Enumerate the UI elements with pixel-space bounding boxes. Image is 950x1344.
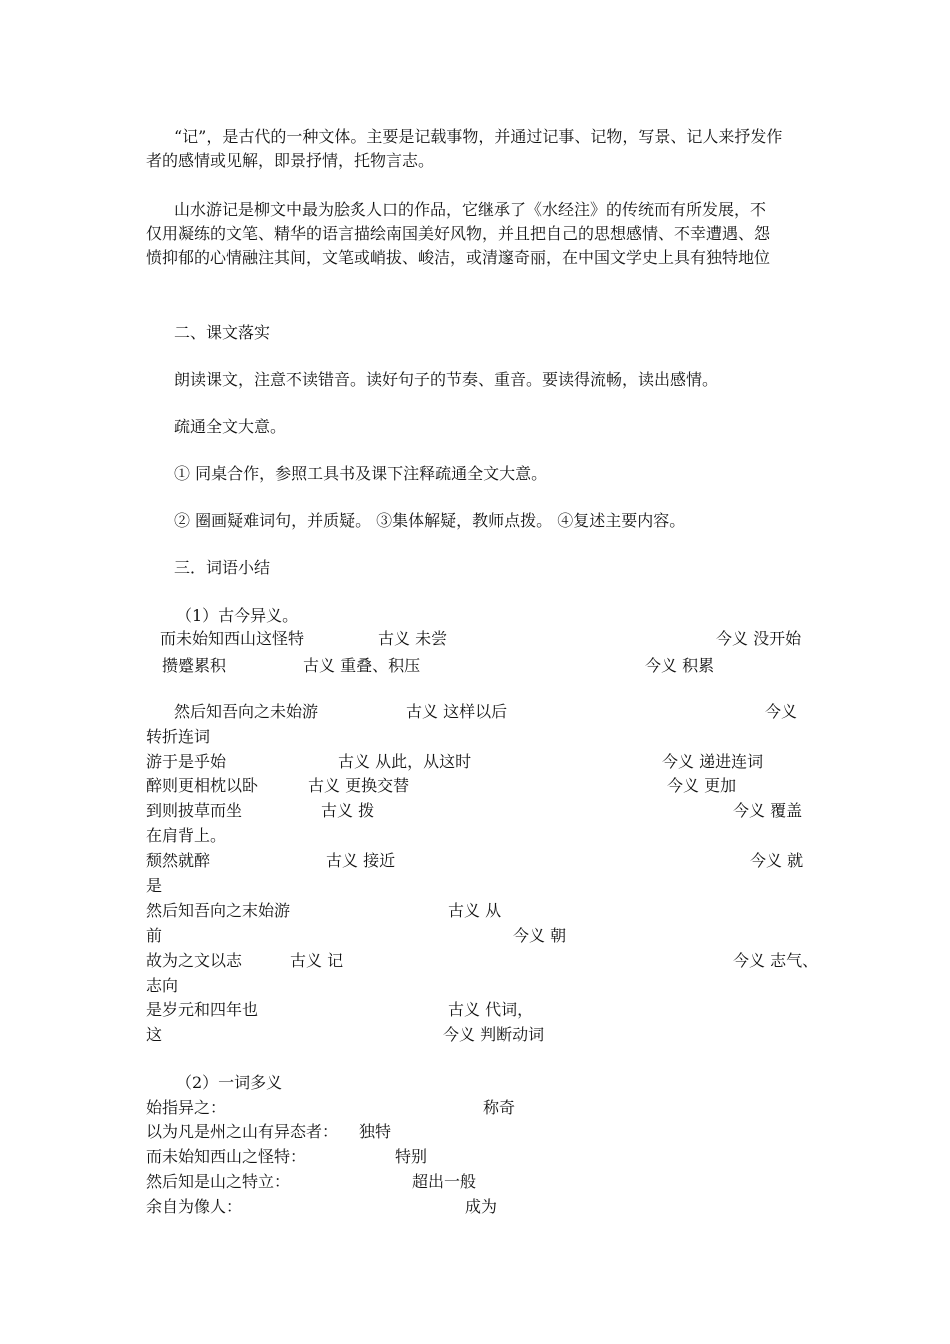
subsection-heading: （2）一词多义 bbox=[176, 1073, 283, 1092]
list-item: 朗读课文，注意不读错音。读好句子的节奏、重音。要读得流畅，读出感情。 bbox=[174, 370, 719, 389]
wrapped-text: 转折连词 bbox=[146, 727, 211, 746]
word-meaning: 超出一般 bbox=[412, 1172, 477, 1191]
ancient-meaning: 古义 更换交替 bbox=[308, 776, 410, 795]
section-heading: 二、课文落实 bbox=[174, 323, 271, 342]
ancient-meaning: 古义 拨 bbox=[321, 801, 375, 820]
ancient-meaning: 古义 这样以后 bbox=[406, 702, 508, 721]
ancient-meaning: 古义 重叠、积压 bbox=[303, 656, 421, 675]
example-sentence: 始指异之： bbox=[146, 1098, 227, 1117]
example-sentence: 游于是乎始 bbox=[146, 752, 227, 771]
list-item: 疏通全文大意。 bbox=[174, 417, 287, 436]
ancient-meaning: 古义 记 bbox=[290, 951, 344, 970]
wrapped-text: 前 bbox=[146, 926, 163, 945]
ancient-meaning: 古义 从此，从这时 bbox=[338, 752, 472, 771]
modern-meaning: 今义 bbox=[765, 702, 798, 721]
word-meaning: 成为 bbox=[465, 1197, 498, 1216]
word-meaning: 称奇 bbox=[483, 1098, 516, 1117]
intro-line: 愤抑郁的心情融注其间，文笔或峭拔、峻洁，或清邃奇丽，在中国文学史上具有独特地位 bbox=[146, 248, 771, 267]
modern-meaning: 今义 朝 bbox=[513, 926, 567, 945]
list-item: ② 圈画疑难词句，并质疑。 ③集体解疑，教师点拨。 ④复述主要内容。 bbox=[174, 511, 686, 530]
example-sentence: 到则披草而坐 bbox=[146, 801, 243, 820]
intro-line: 仅用凝练的文笔、精华的语言描绘南国美好风物，并且把自己的思想感情、不幸遭遇、怨 bbox=[146, 224, 771, 243]
wrapped-text: 是 bbox=[146, 876, 163, 895]
modern-meaning: 今义 覆盖 bbox=[733, 801, 803, 820]
list-item: ① 同桌合作，参照工具书及课下注释疏通全文大意。 bbox=[174, 464, 548, 483]
ancient-meaning: 古义 从 bbox=[448, 901, 502, 920]
word-meaning: 独特 bbox=[359, 1122, 392, 1141]
modern-meaning: 今义 积累 bbox=[645, 656, 715, 675]
modern-meaning: 今义 更加 bbox=[667, 776, 737, 795]
word-meaning: 特别 bbox=[395, 1147, 428, 1166]
ancient-meaning: 古义 代词， bbox=[448, 1000, 534, 1019]
example-sentence: 然后知是山之特立： bbox=[146, 1172, 291, 1191]
ancient-meaning: 古义 未尝 bbox=[378, 629, 448, 648]
subsection-heading: （1）古今异义。 bbox=[176, 606, 299, 625]
example-sentence: 是岁元和四年也 bbox=[146, 1000, 259, 1019]
example-sentence: 攒蹙累积 bbox=[162, 656, 227, 675]
intro-line: “记”，是古代的一种文体。主要是记载事物，并通过记事、记物，写景、记人来抒发作 bbox=[174, 127, 783, 146]
example-sentence: 而未始知西山这怪特 bbox=[160, 629, 305, 648]
intro-line: 山水游记是柳文中最为脍炙人口的作品，它继承了《水经注》的传统而有所发展，不 bbox=[174, 200, 767, 219]
intro-paragraph-1 bbox=[146, 125, 806, 173]
wrapped-text: 志向 bbox=[146, 976, 179, 995]
modern-meaning: 今义 判断动词 bbox=[443, 1025, 545, 1044]
example-sentence: 醉则更相枕以卧 bbox=[146, 776, 259, 795]
section-heading: 三．词语小结 bbox=[174, 558, 271, 577]
wrapped-text: 在肩背上。 bbox=[146, 826, 227, 845]
example-sentence: 而未始知西山之怪特： bbox=[146, 1147, 307, 1166]
modern-meaning: 今义 志气、 bbox=[733, 951, 819, 970]
modern-meaning: 今义 就 bbox=[750, 851, 804, 870]
wrapped-text: 这 bbox=[146, 1025, 163, 1044]
modern-meaning: 今义 没开始 bbox=[716, 629, 802, 648]
example-sentence: 然后知吾向之未始游 bbox=[174, 702, 319, 721]
example-sentence: 然后知吾向之末始游 bbox=[146, 901, 291, 920]
intro-line: 者的感情或见解，即景抒情，托物言志。 bbox=[146, 151, 435, 170]
example-sentence: 颓然就醉 bbox=[146, 851, 211, 870]
example-sentence: 余自为像人： bbox=[146, 1197, 243, 1216]
example-sentence: 故为之文以志 bbox=[146, 951, 243, 970]
ancient-meaning: 古义 接近 bbox=[326, 851, 396, 870]
modern-meaning: 今义 递进连词 bbox=[662, 752, 764, 771]
intro-paragraph-2 bbox=[146, 198, 806, 270]
example-sentence: 以为凡是州之山有异态者： bbox=[146, 1122, 339, 1141]
